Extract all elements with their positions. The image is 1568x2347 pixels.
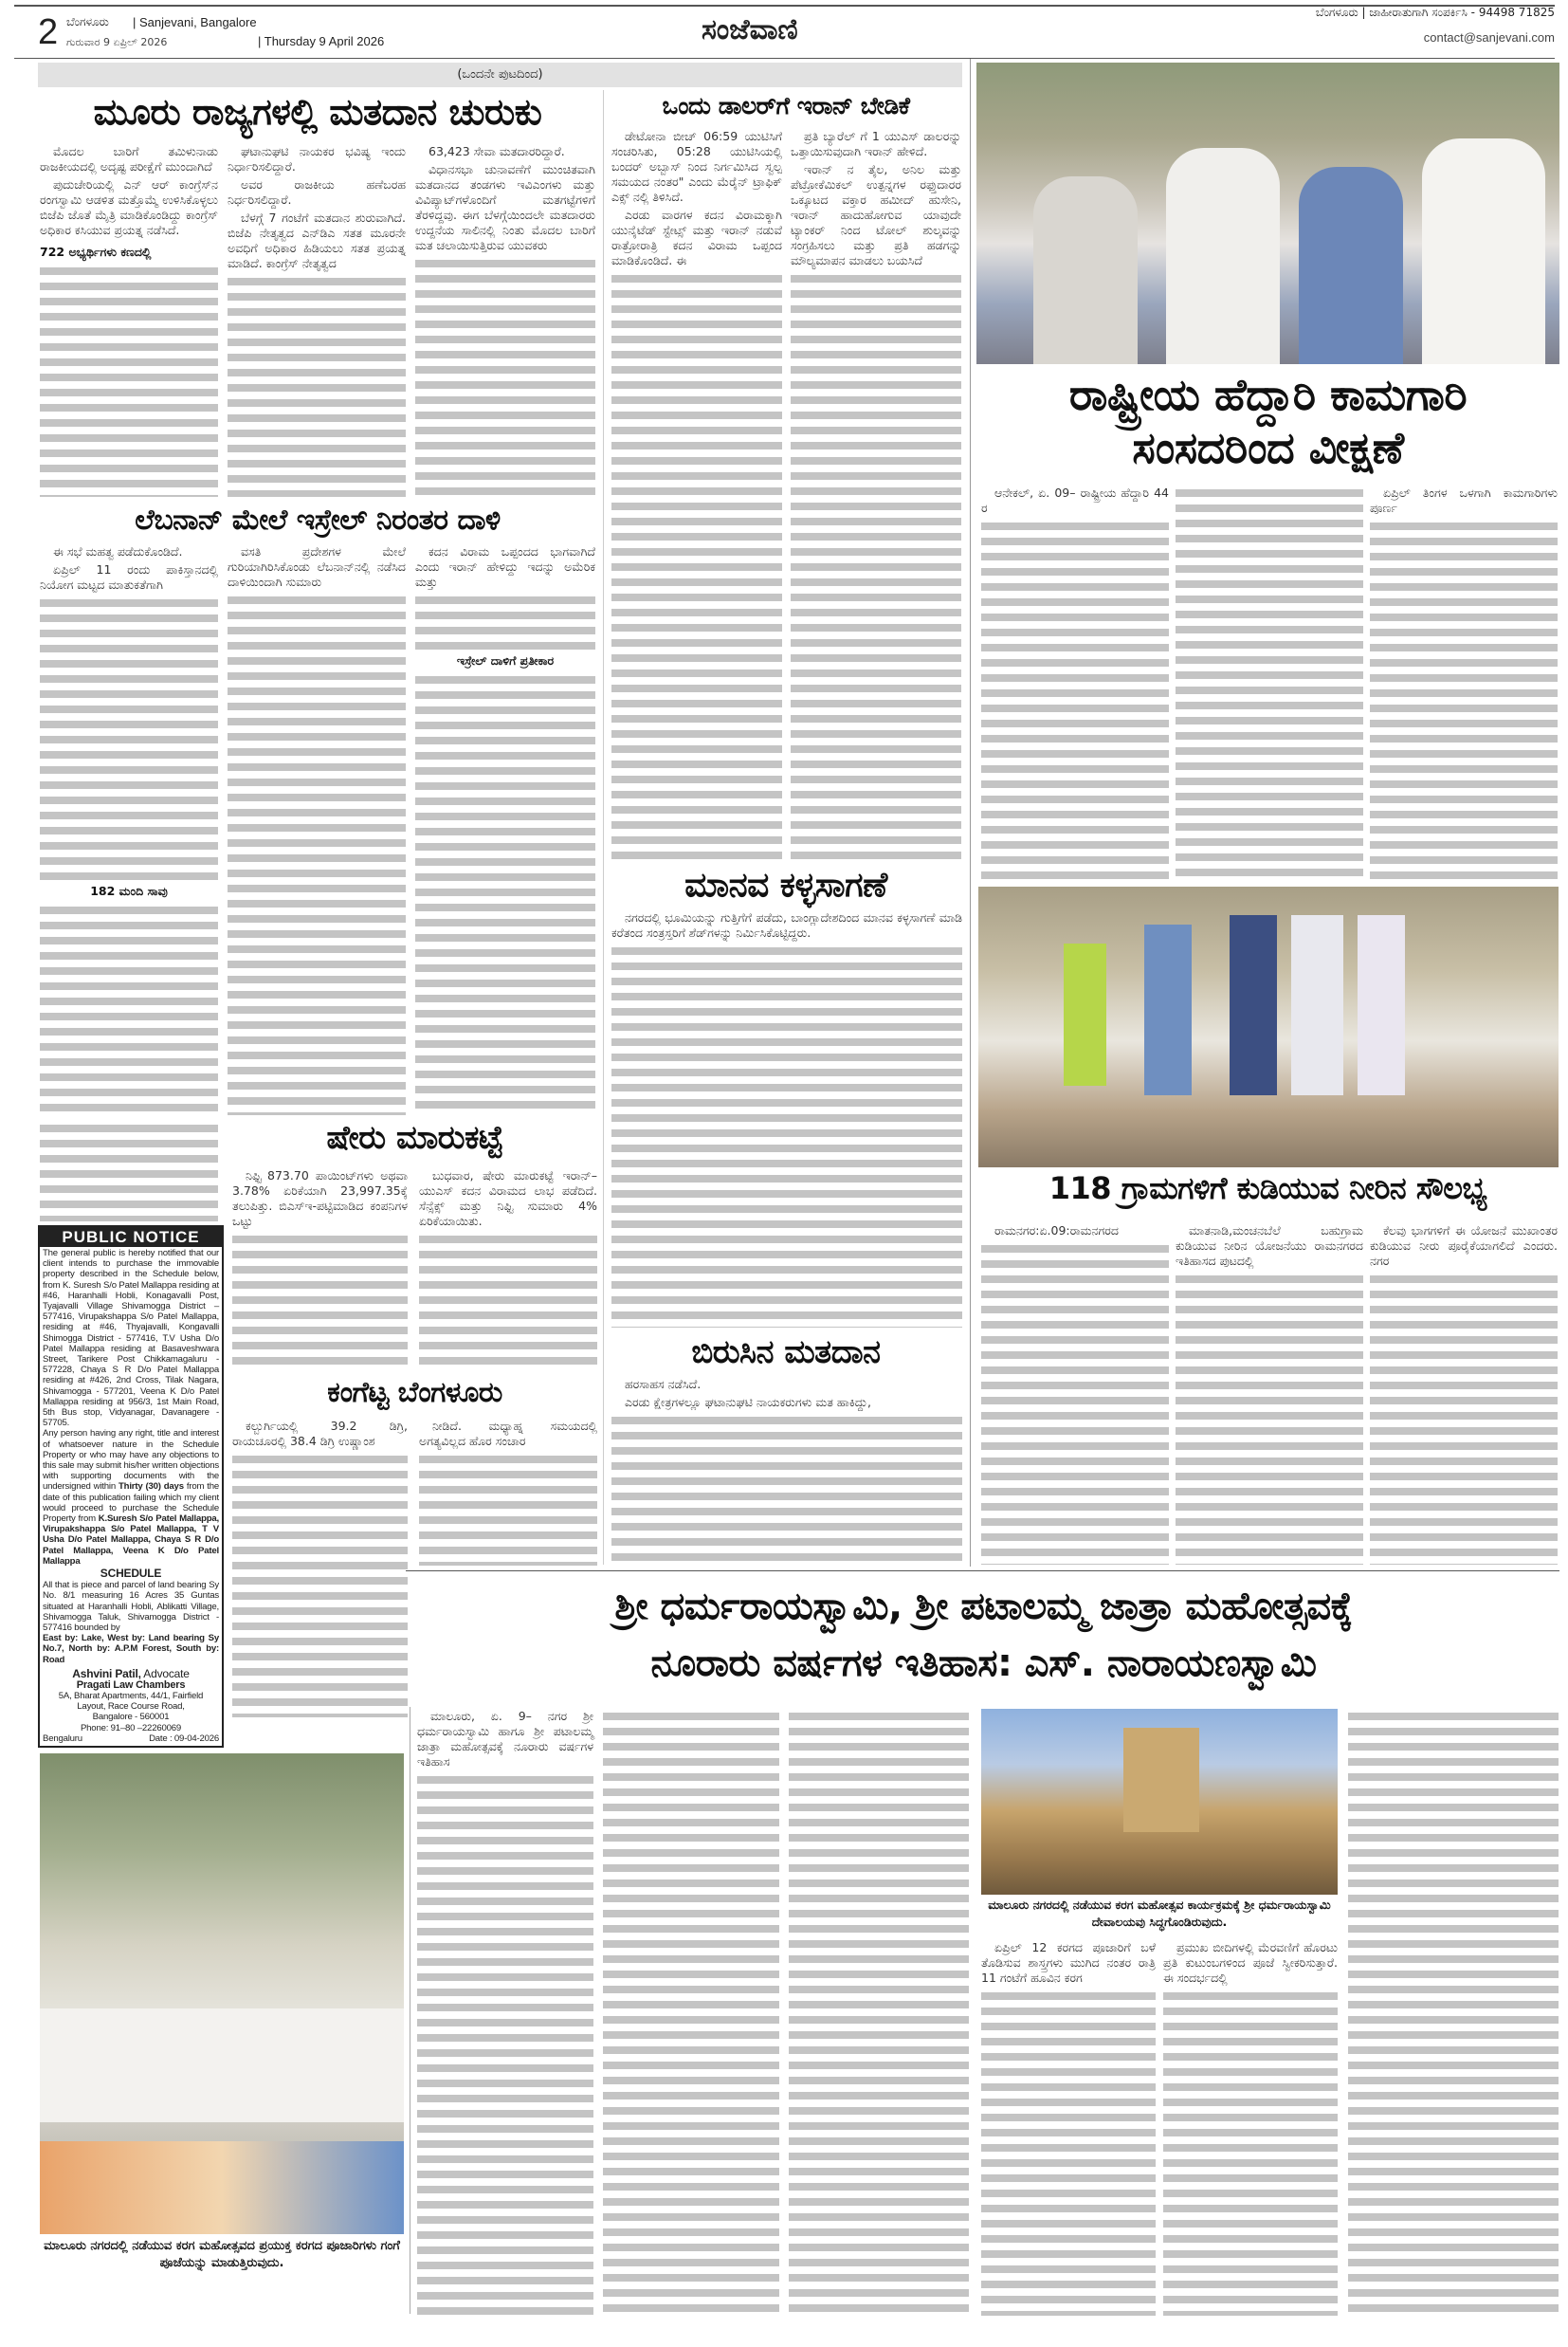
body-text <box>228 593 406 1115</box>
body-text <box>1370 519 1558 882</box>
notice-sellers: K.Suresh S/o Patel Mallappa, Virupakshappa S/o Patel Mallappa, T V Usha D/o Patel Mallappa, Chaya S R D/o Patel Mallappa, Veena K D/o Patel Mallappa <box>43 1513 220 1567</box>
article-lebanon-col3 <box>415 544 595 1115</box>
paragraph: ನೀಡಿದೆ. ಮಧ್ಯಾಹ್ನ ಸಮಯದಲ್ಲಿ ಅಗತ್ಯವಿಲ್ಲದ ಹೊರ ಸಂಚಾರ <box>419 1419 597 1448</box>
section-rule <box>406 1570 1559 1571</box>
header-email: contact@sanjevani.com <box>1423 30 1555 45</box>
headline-human-trafficking: ಮಾನವ ಕಳ್ಳಸಾಗಣೆ <box>684 866 887 905</box>
paragraph: ಡೇಟೋನಾ ಬೀಚ್ 06:59 ಯುಟಿಸಿಗೆ ಸಂಚರಿಸಿತು, 05:28 ಯುಟಿಸಿಯಲ್ಲಿ ಬಂದರ್ ಅಬ್ಬಾಸ್ ನಿಂದ ನಿರ್ಗಮಿಸಿದ ಸ್ವಲ್ಪ ಸಮಯದ ನಂತರ" ಎಂದು ಮೆರೈನ್ ಟ್ರಾಫಿಕ್ ಎಕ್ಸ್ ನಲ್ಲಿ ತಿಳಿಸಿದೆ. <box>611 129 782 204</box>
article-lebanon-col1 <box>40 544 218 1115</box>
body-text <box>415 672 595 1115</box>
advocate-title: Advocate <box>143 1666 190 1680</box>
body-text <box>415 256 595 497</box>
column-divider <box>603 90 604 1565</box>
paragraph: ರಾಮನಗರ:ಏ.09:ರಾಮನಗರದ <box>994 1223 1119 1238</box>
headline-brisk-voting: ಬಿರುಸಿನ ಮತದಾನ <box>691 1333 881 1371</box>
body-text <box>981 519 1169 882</box>
notice-para2b: from the date of this publication failing which my client would proceed to purchase the Schedule Property from <box>43 1481 220 1525</box>
body-text <box>40 264 218 497</box>
body-text <box>40 903 218 1115</box>
address-line: Bangalore - 560001 <box>92 1712 170 1723</box>
paragraph: ಪ್ರಮುಖ ಬೀದಿಗಳಲ್ಲಿ ಮೆರವಣಿಗೆ ಹೊರಟು ಪ್ರತಿ ಕುಟುಂಬಗಳಿಂದ ಪೂಜೆ ಸ್ವೀಕರಿಸುತ್ತಾರೆ. ಈ ಸಂದರ್ಭದಲ್ಲಿ <box>1163 1940 1338 1985</box>
notice-para2: Any person having any right, title and interest of whatsoever nature in the Schedule Property or who may have any objections to this sale may submit his/her written objections with supporting documents with the undersigned within <box>43 1428 219 1493</box>
page-number: 2 <box>38 12 59 52</box>
headline-heat: ಕಂಗೆಟ್ಟ ಬೆಂಗಳೂರು <box>327 1376 502 1409</box>
paragraph: 63,423 ಸೇವಾ ಮತದಾರರಿದ್ದಾರೆ. <box>428 144 565 158</box>
headline-water: 118 ಗ್ರಾಮಗಳಿಗೆ ಕುಡಿಯುವ ನೀರಿನ ಸೌಲಭ್ಯ <box>1048 1170 1487 1206</box>
notice-bounds: East by: Lake, West by: Land bearing Sy No.7, North by: A.P.M Forest, South by: Road <box>43 1633 219 1665</box>
paragraph: ಏಪ್ರಿಲ್ 11 ರಂದು ಪಾಕಿಸ್ತಾನದಲ್ಲಿ ನಿಯೋಗ ಮಟ್ಟದ ಮಾತುಕತೆಗಾಗಿ <box>40 562 218 592</box>
continued-from-front-label: (ಒಂದನೇ ಪುಟದಿಂದ) <box>38 63 962 87</box>
notice-date: Date : 09-04-2026 <box>149 1733 219 1744</box>
article-water-col2 <box>1176 1223 1363 1565</box>
body-text <box>789 1709 969 2316</box>
paragraph: ಏಪ್ರಿಲ್ 12 ಕರಗದ ಪೂಜಾರಿಗೆ ಬಳೆ ತೊಡಿಸುವ ಶಾಸ್ತ್ರಗಳು ಮುಗಿದ ನಂತರ ರಾತ್ರಿ 11 ಗಂಟೆಗೆ ಹೂವಿನ ಕರಗ <box>981 1940 1156 1985</box>
caption-karaga-priests: ಮಾಲೂರು ನಗರದಲ್ಲಿ ನಡೆಯುವ ಕರಗ ಮಹೋತ್ಸವದ ಪ್ರಯುಕ್ತ ಕರಗದ ಪೂಜಾರಿಗಳು ಗಂಗೆ ಪೂಜೆಯನ್ನು ಮಾಡುತ್ತಿರುವುದು. <box>44 2239 400 2270</box>
article-continuation <box>40 1121 218 1221</box>
paragraph: ನಿಫ್ಟಿ 873.70 ಪಾಯಿಂಟ್‌ಗಳು ಅಥವಾ 3.78% ಏರಿಕೆಯಾಗಿ 23,997.35ಕ್ಕೆ ತಲುಪಿತ್ತು. ಬಿಎಸ್‌ಇ-ಪಟ್ಟಿಮಾಡಿದ ಕಂಪನಿಗಳ ಒಟ್ಟು <box>232 1168 408 1228</box>
address-line: Layout, Race Course Road, <box>77 1701 185 1713</box>
headline-line: ನೂರಾರು ವರ್ಷಗಳ ಇತಿಹಾಸ: ಎಸ್. ನಾರಾಯಣಸ್ವಾಮಿ <box>650 1641 1317 1685</box>
article-three-states-col1 <box>40 144 218 497</box>
headline-festival <box>408 1578 1559 1692</box>
headline-line: ರಾಷ್ಟ್ರೀಯ ಹೆದ್ದಾರಿ ಕಾಮಗಾರಿ <box>1068 369 1468 420</box>
paragraph: ವಸತಿ ಪ್ರದೇಶಗಳ ಮೇಲೆ ಗುರಿಯಾಗಿರಿಸಿಕೊಂಡು ಲೆಬನಾನ್‌ನಲ್ಲಿ ನಡೆಸಿದ ದಾಳಿಯಿಂದಾಗಿ ಸುಮಾರು <box>228 544 406 589</box>
paragraph: ಪುದುಚೇರಿಯಲ್ಲಿ ಎನ್ ಆರ್ ಕಾಂಗ್ರೆಸ್‌ನ ರಂಗಸ್ವಾಮಿ ಆಡಳಿತ ಮತ್ತೊಮ್ಮೆ ಉಳಿಸಿಕೊಳ್ಳಲು ಬಿಜೆಪಿ ಜೊತೆ ಮೈತ್ರಿ ಮಾಡಿಕೊಂಡಿದ್ದು ಕಾಂಗ್ರೆಸ್ ಅಧಿಕಾರ ಕಸಿಯುವ ಪ್ರಯತ್ನ ನಡೆಸಿದೆ. <box>40 177 218 237</box>
law-firm: Pragati Law Chambers <box>76 1678 186 1691</box>
notice-phone: Phone: 91–80 –22260069 <box>80 1722 182 1733</box>
body-text <box>611 944 962 1328</box>
paragraph: ಮೊದಲ ಬಾರಿಗೆ ತಮಿಳುನಾಡು ರಾಜಕೀಯದಲ್ಲಿ ಅದೃಷ್ಟ ಪರೀಕ್ಷೆಗೆ ಮುಂದಾಗಿದೆ <box>40 144 218 174</box>
body-text <box>419 1232 597 1371</box>
article-heat-col2 <box>419 1419 597 1566</box>
header-date-kn: ಗುರುವಾರ 9 ಏಪ್ರಿಲ್ 2026 <box>66 36 168 48</box>
notice-para1: The general public is hereby notified that our client intends to purchase the immovable property described in the Schedule below, from K. Suresh S/o Patel Mallappa residing at #46, Haranhalli Hobli, Konagavalli Post, Tyajavalli Village Shivamogga District – 577416, Virupakshappa S/o Patel Mallappa, residing at #46, Thyajavalli, Kongavalli Shimogga District - 577416, T.V Usha D/o Patel Mallappa residing at Basaveshwara Street, Tarikere Post Chikkamagaluru - 577228, Chaya S R D/o Patel Mallappa residing at #426, 2nd Cross, Tilak Nagara, Shivamogga - 577201, Veena K D/o Patel Mallappa residing at 956/3, 1st Main Road, 5th Bus stop, Vidyanagar, Davanagere - 57705. <box>43 1248 219 1429</box>
article-highway-col2 <box>1176 486 1363 882</box>
headline-line: ಸಂಸದರಿಂದ ವೀಕ್ಷಣೆ <box>1132 422 1404 473</box>
article-lebanon-col2 <box>228 544 406 1115</box>
paragraph: ನಗರದಲ್ಲಿ ಭೂಮಿಯನ್ನು ಗುತ್ತಿಗೆಗೆ ಪಡೆದು, ಬಾಂಗ್ಲಾದೇಶದಿಂದ ಮಾನವ ಕಳ್ಳಸಾಗಣೆ ಮಾಡಿ ಕರೆತಂದ ಸಂತ್ರಸ್ತರಿಗೆ ಶೆಡ್‌ಗಳನ್ನು ನಿರ್ಮಿಸಿಕೊಟ್ಟಿದ್ದರು. <box>611 910 962 940</box>
article-festival-col2 <box>603 1709 779 2316</box>
header-rule <box>14 58 1555 59</box>
paragraph: ವಿಧಾನಸಭಾ ಚುನಾವಣೆಗೆ ಮುಂಚಿತವಾಗಿ ಮತದಾನದ ತಂಡಗಳು ಇವಿಎಂಗಳು ಮತ್ತು ವಿವಿಪ್ಯಾಟ್‌ಗಳೊಂದಿಗೆ ಮತಗಟ್ಟೆಗಳಿಗೆ ತೆರಳಿದ್ದವು. ಈಗ ಬೆಳಗ್ಗೆಯಿಂದಲೇ ಮತದಾರರು ಉದ್ದನೆಯ ಸಾಲಿನಲ್ಲಿ ನಿಂತು ಮೊದಲ ಬಾರಿಗೆ ಮತ ಚಲಾಯಿಸುತ್ತಿರುವ ಯುವಕರು <box>415 162 595 252</box>
article-highway-col1 <box>981 486 1169 882</box>
notice-place: Bengaluru <box>43 1733 82 1744</box>
body-text <box>981 1241 1169 1565</box>
advocate-name: Ashvini Patil, <box>72 1666 141 1680</box>
body-text <box>419 1452 597 1566</box>
paragraph: ಮಾತನಾಡಿ,ಮಂಚನಬೆಲೆ ಬಹುಗ್ರಾಮ ಕುಡಿಯುವ ನೀರಿನ ಯೋಜನೆಯು ರಾಮನಗರದ ಇತಿಹಾಸದ ಪುಟದಲ್ಲಿ <box>1176 1223 1363 1268</box>
article-brisk-voting-body <box>611 1377 962 1565</box>
photo-water-project <box>978 887 1559 1167</box>
article-iran-col2 <box>791 129 961 859</box>
masthead-logo: ಸಂಜೆವಾಣಿ <box>702 13 798 46</box>
body-text <box>791 271 961 859</box>
article-festival-col1 <box>417 1709 593 2316</box>
article-three-states-col3 <box>415 144 595 497</box>
paragraph: ಮಾಲೂರು, ಏ. 9– ನಗರ ಶ್ರೀ ಧರ್ಮರಾಯಸ್ವಾಮಿ ಹಾಗೂ ಶ್ರೀ ಪಟಾಲಮ್ಮ ಜಾತ್ರಾ ಮಹೋತ್ಸವಕ್ಕೆ ನೂರಾರು ವರ್ಷಗಳ ಇತಿಹಾಸ <box>417 1709 593 1769</box>
body-text <box>1348 1709 1559 2316</box>
photo-temple <box>981 1709 1338 1895</box>
article-festival-col6 <box>1348 1709 1559 2316</box>
public-notice-ad <box>38 1225 224 1748</box>
body-text <box>232 1452 408 1717</box>
paragraph: ಅವರ ರಾಜಕೀಯ ಹಣೆಬರಹ ನಿರ್ಧರಿಸಲಿದ್ದಾರೆ. <box>228 177 406 207</box>
notice-period: Thirty (30) days <box>119 1481 184 1493</box>
article-festival-col5 <box>1163 1940 1338 2316</box>
paragraph: ಘಟಾನುಘಟಿ ನಾಯಕರ ಭವಿಷ್ಯ ಇಂದು ನಿರ್ಧಾರಿಸಲಿದ್ದಾರೆ. <box>228 144 406 174</box>
article-festival-col4 <box>981 1940 1156 2316</box>
paragraph: ಕೆಲವು ಭಾಗಗಳಿಗೆ ಈ ಯೋಜನೆ ಮುಖಾಂತರ ಕುಡಿಯುವ ನೀರು ಪೂರೈಕೆಯಾಗಲಿದೆ ಎಂದರು. ನಗರ <box>1370 1223 1558 1268</box>
body-text <box>1163 1989 1338 2316</box>
header-edition: | Sanjevani, Bangalore <box>133 15 257 29</box>
article-iran-col1 <box>611 129 782 859</box>
body-text <box>228 274 406 497</box>
body-text <box>232 1232 408 1371</box>
body-text <box>603 1709 779 2316</box>
body-text <box>1176 1272 1363 1565</box>
body-text <box>611 1413 962 1565</box>
article-water-col3 <box>1370 1223 1558 1565</box>
paragraph: ಈ ಸಭೆ ಮಹತ್ವ ಪಡೆದುಕೊಂಡಿದೆ. <box>53 544 183 559</box>
body-text <box>1370 1272 1558 1565</box>
body-text <box>611 271 782 859</box>
article-highway-col3 <box>1370 486 1558 882</box>
headline-highway <box>976 368 1559 474</box>
paragraph: ಬುಧವಾರ, ಷೇರು ಮಾರುಕಟ್ಟೆ ಇರಾನ್–ಯುಎಸ್ ಕದನ ವಿರಾಮದ ಲಾಭ ಪಡೆದಿದೆ. ಸೆನ್ಸೆಕ್ಸ್ ಮತ್ತು ನಿಫ್ಟಿ ಸುಮಾರು 4% ಏರಿಕೆಯಾಯಿತು. <box>419 1168 597 1228</box>
paragraph: ಎರಡು ಕ್ಷೇತ್ರಗಳಲ್ಲೂ ಘಟಾನುಘಟಿ ನಾಯಕರುಗಳು ಮತ ಹಾಕಿದ್ದು, <box>625 1395 871 1409</box>
paragraph: ಕದನ ವಿರಾಮ ಒಪ್ಪಂದದ ಭಾಗವಾಗಿದೆ ಎಂದು ಇರಾನ್ ಹೇಳಿದ್ದು ಇದನ್ನು ಅಮೆರಿಕ ಮತ್ತು <box>415 544 595 589</box>
headline-share-market: ಷೇರು ಮಾರುಕಟ್ಟೆ <box>326 1119 503 1157</box>
headline-iran: ಒಂದು ಡಾಲರ್‌ಗೆ ಇರಾನ್ ಬೇಡಿಕೆ <box>662 92 910 119</box>
body-text <box>981 1989 1156 2316</box>
article-trafficking-body <box>611 910 962 1328</box>
article-three-states-col2 <box>228 144 406 497</box>
header-city: ಬೆಂಗಳೂರು <box>66 15 109 28</box>
address-line: 5A, Bharat Apartments, 44/1, Fairfield <box>58 1690 204 1701</box>
paragraph: ಏಪ್ರಿಲ್ ತಿಂಗಳ ಒಳಗಾಗಿ ಕಾಮಗಾರಿಗಳು ಪೂರ್ಣ <box>1370 486 1558 515</box>
paragraph: ಹರಸಾಹಸ ನಡೆಸಿದೆ. <box>625 1377 702 1391</box>
paragraph: ಪ್ರತಿ ಬ್ಯಾರೆಲ್ ಗೆ 1 ಯುಎಸ್ ಡಾಲರನ್ನು ಒತ್ತಾಯಿಸುವುದಾಗಿ ಇರಾನ್ ಹೇಳಿದೆ. <box>791 129 961 158</box>
paragraph: ಎರಡು ವಾರಗಳ ಕದನ ವಿರಾಮಕ್ಕಾಗಿ ಯುನೈಟೆಡ್ ಸ್ಟೇಟ್ಸ್ ಮತ್ತು ಇರಾನ್ ನಡುವೆ ರಾತ್ರೋರಾತ್ರಿ ಕದನ ವಿರಾಮ ಒಪ್ಪಂದ ಮಾಡಿಕೊಂಡಿದೆ. ಈ <box>611 208 782 267</box>
notice-schedule: All that is piece and parcel of land bearing Sy No. 8/1 measuring 16 Acres 35 Guntas situated at Haranhalli Hobli, Ablikatti Village, Shivamogga Taluk, Shivamogga District - 577416 bounded by <box>43 1580 219 1633</box>
article-share-col2 <box>419 1168 597 1371</box>
notice-schedule-title: SCHEDULE <box>100 1567 162 1581</box>
article-share-col1 <box>232 1168 408 1371</box>
public-notice-title: PUBLIC NOTICE <box>40 1227 222 1247</box>
article-heat-col1 <box>232 1419 408 1717</box>
header-date-en: | Thursday 9 April 2026 <box>258 34 385 48</box>
headline-lebanon: ಲೆಬನಾನ್ ಮೇಲೆ ಇಸ್ರೇಲ್ ನಿರಂತರ ದಾಳಿ <box>135 504 501 537</box>
paragraph: ಬೆಳಗ್ಗೆ 7 ಗಂಟೆಗೆ ಮತದಾನ ಶುರುವಾಗಿದೆ. ಬಿಜೆಪಿ ನೇತೃತ್ವದ ಎನ್‌ಡಿಎ ಸತತ ಮೂರನೇ ಅವಧಿಗೆ ಅಧಿಕಾರ ಹಿಡಿಯಲು ಸತತ ಪ್ರಯತ್ನ ಮಾಡಿದೆ. ಕಾಂಗ್ರೆಸ್ ನೇತೃತ್ವದ <box>228 211 406 270</box>
body-text <box>1176 486 1363 882</box>
photo-mp-inspection <box>976 63 1559 364</box>
paragraph: ಕಲ್ಬುರ್ಗಿಯಲ್ಲಿ 39.2 ಡಿಗ್ರಿ, ರಾಯಚೂರಲ್ಲಿ 38.4 ಡಿಗ್ರಿ ಉಷ್ಣಾಂಶ <box>232 1419 408 1448</box>
article-water-col1 <box>981 1223 1169 1565</box>
column-divider <box>970 59 971 1567</box>
photo-karaga-priests <box>40 1753 404 2234</box>
paragraph: ಇರಾನ್ ನ ತೈಲ, ಅನಿಲ ಮತ್ತು ಪೆಟ್ರೋಕೆಮಿಕಲ್ ಉತ್ಪನ್ನಗಳ ರಫ್ತುದಾರರ ಒಕ್ಕೂಟದ ವಕ್ತಾರ ಹಮೀದ್ ಹುಸೇನಿ, ಇರಾನ್ ಹಾದುಹೋಗುವ ಯಾವುದೇ ಟ್ಯಾಂಕರ್ ನಿಂದ ಟೋಲ್ ಶುಲ್ಕವನ್ನು ಸಂಗ್ರಹಿಸಲು ಮತ್ತು ಪ್ರತಿ ಹಡಗನ್ನು ಮೌಲ್ಯಮಾಪನ ಮಾಡಲು ಬಯಸಿದೆ <box>791 162 961 267</box>
subheading: 722 ಅಭ್ಯರ್ಥಿಗಳು ಕಣದಲ್ಲಿ <box>40 245 152 259</box>
body-text <box>417 1772 593 2316</box>
body-text <box>415 593 595 650</box>
paragraph: ಆನೇಕಲ್, ಏ. 09– ರಾಷ್ಟ್ರೀಯ ಹೆದ್ದಾರಿ 44 ರ <box>981 486 1169 515</box>
body-text <box>40 596 218 880</box>
header-ad-contact: ಬೆಂಗಳೂರು | ಜಾಹೀರಾತುಗಾಗಿ ಸಂಪರ್ಕಿಸಿ - 94498 71825 <box>1315 6 1555 19</box>
subheading: 182 ಮಂದಿ ಸಾವು <box>90 884 168 898</box>
headline-line: ಶ್ರೀ ಧರ್ಮರಾಯಸ್ವಾಮಿ, ಶ್ರೀ ಪಟಾಲಮ್ಮ ಜಾತ್ರಾ ಮಹೋತ್ಸವಕ್ಕೆ <box>614 1585 1353 1628</box>
headline-three-states: ಮೂರು ರಾಜ್ಯಗಳಲ್ಲಿ ಮತದಾನ ಚುರುಕು <box>93 91 542 133</box>
subheading: ಇಸ್ರೇಲ್ ದಾಳಿಗೆ ಪ್ರತೀಕಾರ <box>456 653 555 668</box>
article-festival-col3 <box>789 1709 969 2316</box>
caption-temple: ಮಾಲೂರು ನಗರದಲ್ಲಿ ನಡೆಯುವ ಕರಗ ಮಹೋತ್ಸವ ಕಾರ್ಯಕ್ರಮಕ್ಕೆ ಶ್ರೀ ಧರ್ಮರಾಯಸ್ವಾಮಿ ದೇವಾಲಯವು ಸಿದ್ಧಗೊಂಡಿರುವುದು. <box>988 1898 1331 1929</box>
body-text <box>40 1121 218 1221</box>
